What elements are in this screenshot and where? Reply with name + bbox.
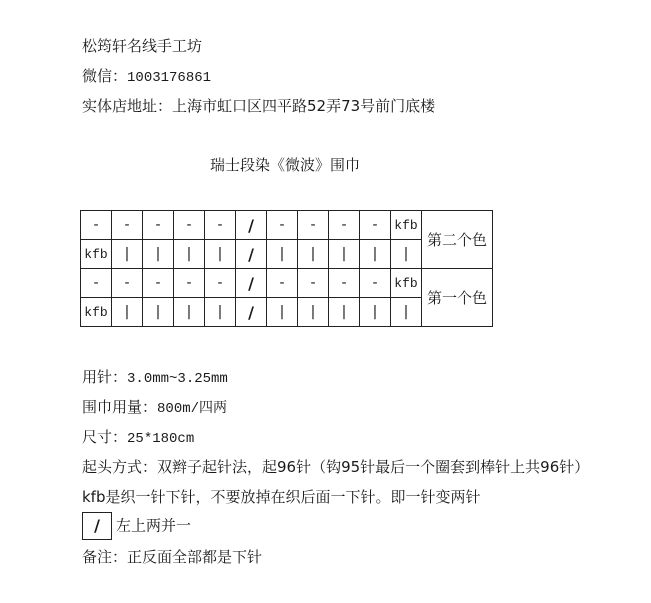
chart-cell: | — [391, 240, 422, 269]
k2tog-symbol: / — [82, 512, 112, 540]
yarn-label: 围巾用量： — [82, 398, 158, 416]
chart-cell-kfb: kfb — [391, 211, 422, 240]
chart-cell: - — [329, 211, 360, 240]
chart-cell-kfb: kfb — [391, 269, 422, 298]
chart-cell: | — [143, 240, 174, 269]
needle-label: 用针： — [82, 368, 128, 386]
chart-cell: - — [174, 269, 205, 298]
chart-cell: - — [81, 211, 112, 240]
chart-cell: - — [298, 211, 329, 240]
caston-method: 起头方式：双辫子起针法，起96针（钩95针最后一个圈套到棒针上共96针） — [82, 458, 590, 476]
color-label-second: 第二个色 — [422, 211, 493, 269]
size-label: 尺寸： — [82, 428, 128, 446]
chart-cell: - — [81, 269, 112, 298]
chart-cell-decrease: / — [236, 211, 267, 240]
chart-cell: - — [143, 269, 174, 298]
chart-cell: - — [360, 269, 391, 298]
store-address: 实体店地址：上海市虹口区四平路52弄73号前门底楼 — [82, 97, 436, 115]
chart-cell: - — [205, 211, 236, 240]
chart-cell: | — [112, 298, 143, 327]
chart-cell-decrease: / — [236, 298, 267, 327]
pattern-title: 瑞士段染《微波》围巾 — [210, 156, 361, 174]
chart-cell: - — [298, 269, 329, 298]
kfb-note: kfb是织一针下针，不要放掉在织后面一下针。即一针变两针 — [82, 488, 481, 506]
chart-cell: | — [267, 240, 298, 269]
remark: 备注：正反面全部都是下针 — [82, 548, 263, 566]
needle-value: 3.0mm~3.25mm — [127, 371, 228, 387]
chart-cell: - — [174, 211, 205, 240]
chart-row — [81, 269, 493, 298]
chart-cell: - — [205, 269, 236, 298]
chart-cell: | — [205, 298, 236, 327]
chart-cell: - — [267, 211, 298, 240]
chart-cell: | — [267, 298, 298, 327]
chart-cell: | — [112, 240, 143, 269]
chart-cell: - — [329, 269, 360, 298]
legend-text: 左上两并一 — [116, 516, 192, 535]
chart-cell: | — [391, 298, 422, 327]
chart-row — [81, 211, 493, 240]
chart-cell-kfb: kfb — [81, 240, 112, 269]
chart-cell: | — [360, 298, 391, 327]
chart-cell: | — [143, 298, 174, 327]
chart-cell: - — [112, 211, 143, 240]
size-value: 25*180cm — [127, 431, 195, 447]
color-label-first: 第一个色 — [422, 269, 493, 327]
chart-cell: - — [112, 269, 143, 298]
chart-cell-decrease: / — [236, 240, 267, 269]
chart-cell: | — [329, 298, 360, 327]
size-line — [82, 427, 194, 449]
shop-name: 松筠轩名线手工坊 — [82, 37, 203, 55]
chart-cell-decrease: / — [236, 269, 267, 298]
chart-cell: | — [205, 240, 236, 269]
chart-cell: | — [329, 240, 360, 269]
legend-line — [82, 512, 191, 540]
chart-cell: - — [143, 211, 174, 240]
chart-cell: | — [174, 240, 205, 269]
yarn-line — [82, 397, 227, 419]
chart-cell: - — [360, 211, 391, 240]
chart-cell-kfb: kfb — [81, 298, 112, 327]
chart-cell: | — [360, 240, 391, 269]
chart-cell: | — [298, 298, 329, 327]
chart-cell: - — [267, 269, 298, 298]
needle-line — [82, 367, 228, 389]
yarn-value: 800m/四两 — [157, 401, 228, 417]
chart-cell: | — [174, 298, 205, 327]
wechat-value: 1003176861 — [127, 70, 212, 86]
wechat-label: 微信： — [82, 67, 128, 85]
chart-cell: | — [298, 240, 329, 269]
knitting-chart — [80, 210, 493, 327]
wechat-line — [82, 66, 211, 88]
